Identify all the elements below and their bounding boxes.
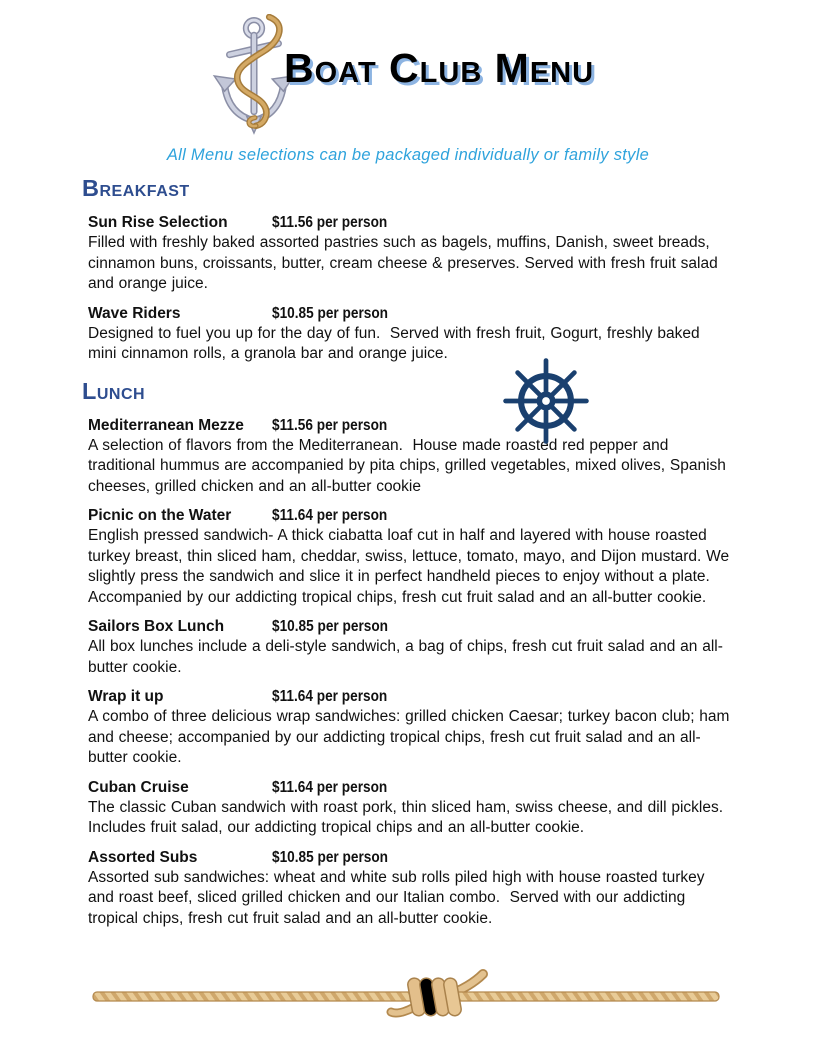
- section-heading-lunch: Lunch: [82, 377, 146, 404]
- item-name: Mediterranean Mezze: [88, 416, 244, 434]
- item-name: Wrap it up: [88, 688, 164, 705]
- item-head: [88, 506, 731, 526]
- item-price: $11.64 per person: [272, 507, 388, 524]
- item-head: [88, 416, 731, 436]
- item-head: [88, 304, 731, 324]
- menu-item-assorted-subs: [88, 848, 731, 930]
- ship-wheel-icon: [503, 358, 589, 444]
- item-head: [88, 848, 731, 868]
- item-description: The classic Cuban sandwich with roast pork, thin sliced ham, swiss cheese, and dill pickles. Includes fruit salad, our addicting tropical chips and an all-butter cookie.: [88, 798, 733, 836]
- item-name: Picnic on the Water: [88, 507, 232, 524]
- menu-item-mediterranean-mezze: [88, 416, 731, 498]
- item-description: English pressed sandwich- A thick ciabatta loaf cut in half and layered with house roasted turkey breast, thin sliced ham, cheddar, swiss, lettuce, tomato, mayo, and Dijon mustard. We slightly press the sandwich and slice it in perfect handheld pieces to enjoy without a plate. Accompanied by our addicting tropical chips, fresh cut fruit salad and an all-butter cookie.: [88, 527, 734, 606]
- item-description: A selection of flavors from the Mediterranean. House made roasted red pepper and traditional hummus are accompanied by pita chips, grilled vegetables, mixed olives, Spanish cheeses, grilled chicken and an all-butter cookie: [88, 436, 731, 495]
- menu-item-picnic-on-the-water: [88, 506, 734, 608]
- menu-item-wrap-it-up: [88, 687, 735, 769]
- item-name: Sun Rise Selection: [88, 214, 228, 231]
- item-price: $11.64 per person: [272, 778, 388, 796]
- item-name: Assorted Subs: [88, 848, 198, 866]
- item-price: $11.56 per person: [272, 416, 388, 434]
- item-price: $11.64 per person: [272, 688, 388, 705]
- item-head: [88, 687, 731, 707]
- item-price: $10.85 per person: [272, 848, 389, 866]
- page-title: Boat Club Menu: [284, 45, 595, 91]
- rope-knot-divider: [92, 966, 720, 1022]
- item-description: All box lunches include a deli-style sandwich, a bag of chips, fresh cut fruit salad and an all-butter cookie.: [88, 638, 723, 676]
- item-head: [88, 778, 731, 798]
- item-description: Designed to fuel you up for the day of fun. Served with fresh fruit, Gogurt, freshly baked mini cinnamon rolls, a granola bar and orange juice.: [88, 324, 705, 362]
- item-price: $11.56 per person: [272, 214, 388, 231]
- section-heading-breakfast: Breakfast: [82, 175, 190, 201]
- item-name: Sailors Box Lunch: [88, 618, 225, 635]
- item-description: Filled with freshly baked assorted pastries such as bagels, muffins, Danish, sweet breads, cinnamon buns, croissants, butter, cream cheese & preserves. Served with fresh fruit salad and orange juice.: [88, 234, 723, 292]
- menu-item-wave-riders: [88, 304, 731, 365]
- menu-item-cuban-cruise: [88, 778, 731, 839]
- menu-content: [82, 175, 735, 938]
- subtitle: All Menu selections can be packaged individually or family style: [166, 146, 650, 164]
- item-head: [88, 617, 731, 637]
- item-price: $10.85 per person: [272, 304, 389, 322]
- item-head: [88, 213, 731, 233]
- item-name: Wave Riders: [88, 304, 181, 322]
- item-price: $10.85 per person: [272, 618, 389, 635]
- item-name: Cuban Cruise: [88, 778, 189, 796]
- menu-item-sun-rise-selection: [88, 213, 731, 295]
- item-description: Assorted sub sandwiches: wheat and white sub rolls piled high with house roasted turkey and roast beef, sliced grilled chicken and our Italian combo. Served with our addicting tropical chips, fresh cut fruit salad and an all-butter cookie.: [88, 868, 710, 927]
- item-description: A combo of three delicious wrap sandwiches: grilled chicken Caesar; turkey bacon club; ham and cheese; accompanied by our addicting tropical chips, fresh cut fruit salad and an all-butter cookie.: [88, 708, 735, 766]
- menu-item-sailors-box-lunch: [88, 617, 731, 678]
